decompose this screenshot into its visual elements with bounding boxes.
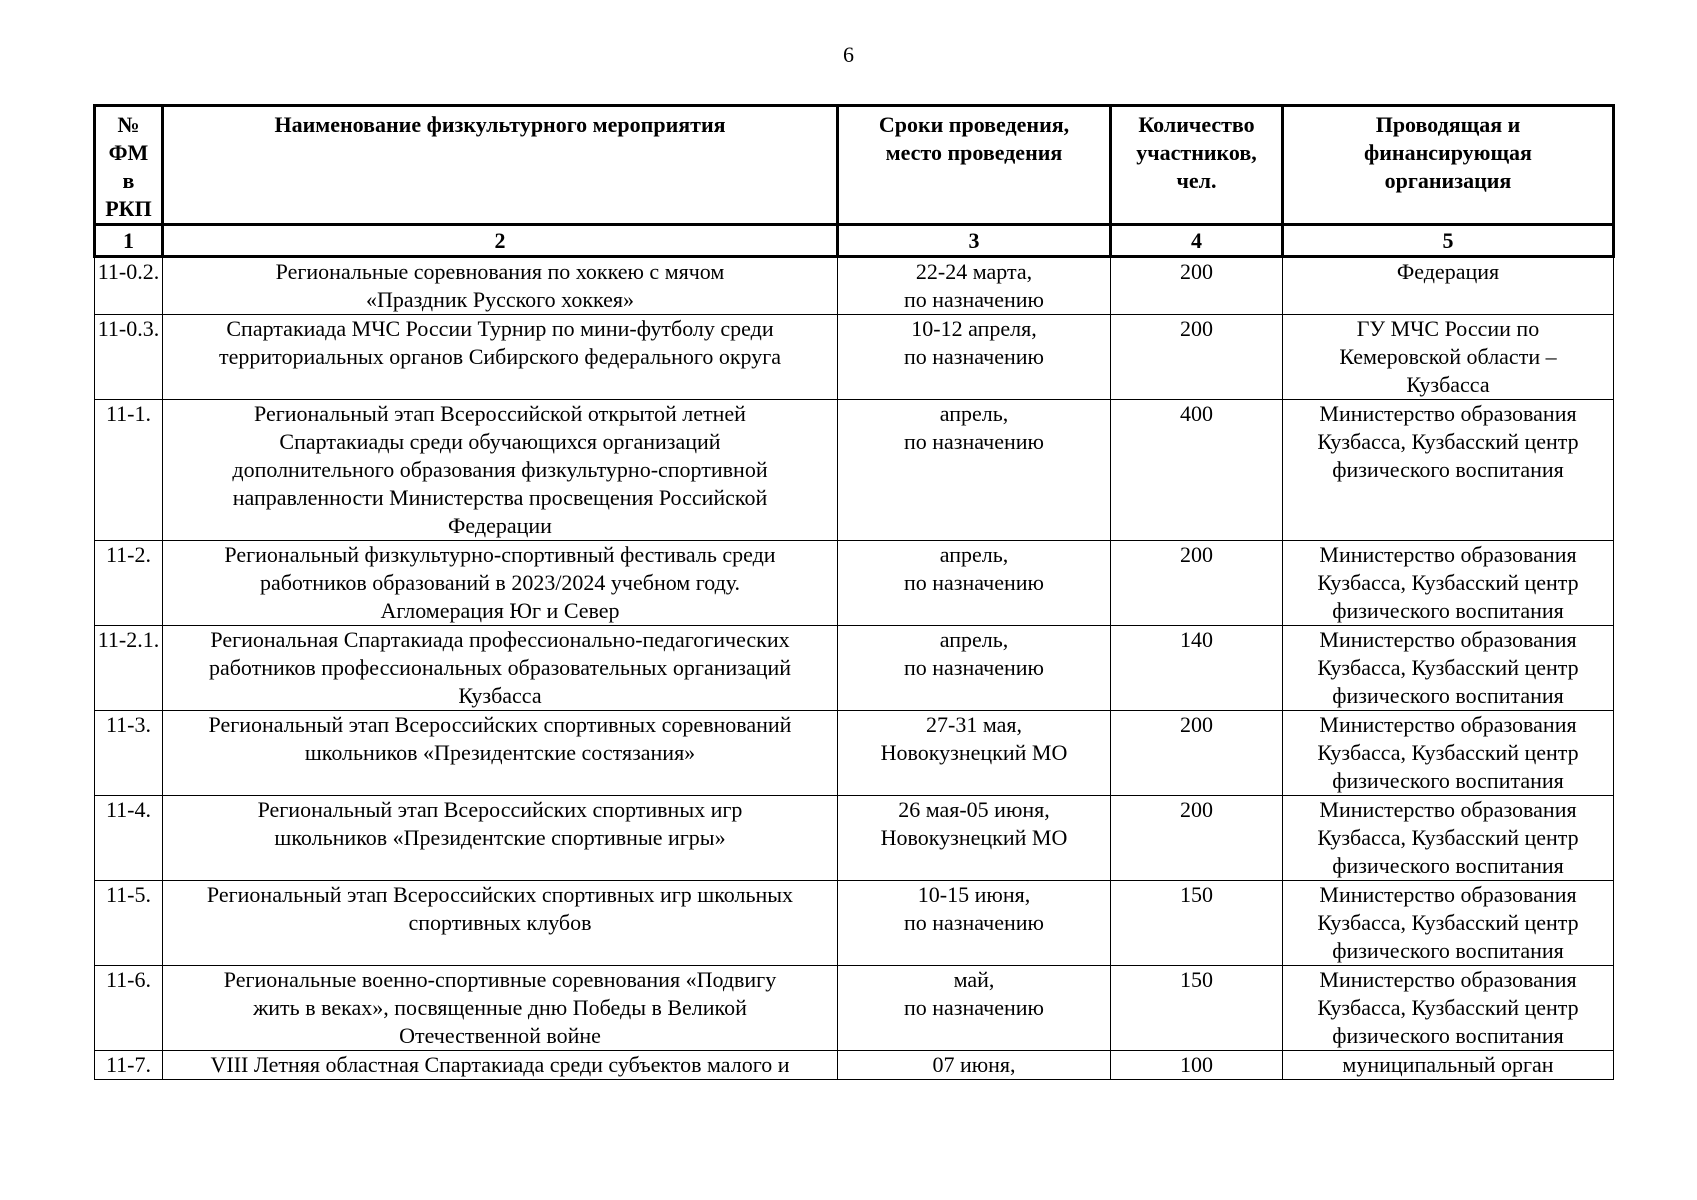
- column-number: 5: [1283, 225, 1614, 257]
- header-row: [95, 106, 1614, 225]
- header-cell-event-name: Наименование физкультурного мероприятия: [163, 106, 838, 225]
- event-organization: ГУ МЧС России по Кемеровской области – Кузбасса: [1283, 315, 1614, 400]
- table-row: [95, 400, 1614, 541]
- column-number: 2: [163, 225, 838, 257]
- header-cell-dates-place: Сроки проведения, место проведения: [838, 106, 1111, 225]
- table-row: [95, 711, 1614, 796]
- event-participants: 200: [1111, 711, 1283, 796]
- event-organization: Министерство образования Кузбасса, Кузбасский центр физического воспитания: [1283, 626, 1614, 711]
- event-dates: 07 июня,: [838, 1051, 1111, 1080]
- page-number: 6: [843, 42, 854, 67]
- event-organization: Министерство образования Кузбасса, Кузбасский центр физического воспитания: [1283, 966, 1614, 1051]
- event-name: Региональный этап Всероссийских спортивных соревнований школьников «Президентские состязания»: [163, 711, 838, 796]
- event-name: Региональная Спартакиада профессионально-педагогических работников профессиональных образовательных организаций Кузбасса: [163, 626, 838, 711]
- event-organization: Министерство образования Кузбасса, Кузбасский центр физического воспитания: [1283, 881, 1614, 966]
- header-cell-organization: Проводящая и финансирующая организация: [1283, 106, 1614, 225]
- event-participants: 200: [1111, 796, 1283, 881]
- event-organization: Федерация: [1283, 257, 1614, 315]
- event-name: Региональный этап Всероссийской открытой летней Спартакиады среди обучающихся организаций дополнительного образования физкультурно-спортивной направленности Министерства просвещения Российской Федерации: [163, 400, 838, 541]
- event-name: Региональный физкультурно-спортивный фестиваль среди работников образований в 2023/2024 учебном году. Агломерация Юг и Север: [163, 541, 838, 626]
- event-participants: 100: [1111, 1051, 1283, 1080]
- event-name: Региональные военно-спортивные соревнования «Подвигу жить в веках», посвященные дню Победы в Великой Отечественной войне: [163, 966, 838, 1051]
- header-cell-participants: Количество участников, чел.: [1111, 106, 1283, 225]
- event-number: 11-2.: [95, 541, 163, 626]
- event-dates: 10-15 июня, по назначению: [838, 881, 1111, 966]
- column-numbers-row: [95, 225, 1614, 257]
- event-participants: 200: [1111, 257, 1283, 315]
- event-number: 11-0.2.: [95, 257, 163, 315]
- event-dates: 26 мая-05 июня, Новокузнецкий МО: [838, 796, 1111, 881]
- events-table: [93, 104, 1615, 1080]
- header-cell-number: № ФМ в РКП: [95, 106, 163, 225]
- event-name: Региональный этап Всероссийских спортивных игр школьных спортивных клубов: [163, 881, 838, 966]
- event-number: 11-1.: [95, 400, 163, 541]
- event-number: 11-7.: [95, 1051, 163, 1080]
- table-row: [95, 966, 1614, 1051]
- event-dates: 10-12 апреля, по назначению: [838, 315, 1111, 400]
- event-number: 11-2.1.: [95, 626, 163, 711]
- event-dates: май, по назначению: [838, 966, 1111, 1051]
- event-name: VIII Летняя областная Спартакиада среди субъектов малого и: [163, 1051, 838, 1080]
- event-participants: 150: [1111, 881, 1283, 966]
- event-number: 11-0.3.: [95, 315, 163, 400]
- event-organization: Министерство образования Кузбасса, Кузбасский центр физического воспитания: [1283, 711, 1614, 796]
- event-number: 11-6.: [95, 966, 163, 1051]
- table-row: [95, 626, 1614, 711]
- event-number: 11-3.: [95, 711, 163, 796]
- event-number: 11-5.: [95, 881, 163, 966]
- event-organization: Министерство образования Кузбасса, Кузбасский центр физического воспитания: [1283, 400, 1614, 541]
- event-number: 11-4.: [95, 796, 163, 881]
- column-number: 3: [838, 225, 1111, 257]
- column-number: 4: [1111, 225, 1283, 257]
- event-dates: апрель, по назначению: [838, 626, 1111, 711]
- event-dates: апрель, по назначению: [838, 400, 1111, 541]
- event-participants: 200: [1111, 315, 1283, 400]
- event-dates: апрель, по назначению: [838, 541, 1111, 626]
- event-participants: 400: [1111, 400, 1283, 541]
- event-participants: 140: [1111, 626, 1283, 711]
- column-number: 1: [95, 225, 163, 257]
- event-name: Региональные соревнования по хоккею с мячом «Праздник Русского хоккея»: [163, 257, 838, 315]
- event-organization: Министерство образования Кузбасса, Кузбасский центр физического воспитания: [1283, 541, 1614, 626]
- event-dates: 22-24 марта, по назначению: [838, 257, 1111, 315]
- table-row: [95, 796, 1614, 881]
- table-row: [95, 541, 1614, 626]
- table-row: [95, 1051, 1614, 1080]
- event-organization: Министерство образования Кузбасса, Кузбасский центр физического воспитания: [1283, 796, 1614, 881]
- event-participants: 200: [1111, 541, 1283, 626]
- table-row: [95, 315, 1614, 400]
- event-participants: 150: [1111, 966, 1283, 1051]
- event-dates: 27-31 мая, Новокузнецкий МО: [838, 711, 1111, 796]
- table-row: [95, 881, 1614, 966]
- event-name: Региональный этап Всероссийских спортивных игр школьников «Президентские спортивные игры»: [163, 796, 838, 881]
- table-row: [95, 257, 1614, 315]
- event-organization: муниципальный орган: [1283, 1051, 1614, 1080]
- event-name: Спартакиада МЧС России Турнир по мини-футболу среди территориальных органов Сибирского федерального округа: [163, 315, 838, 400]
